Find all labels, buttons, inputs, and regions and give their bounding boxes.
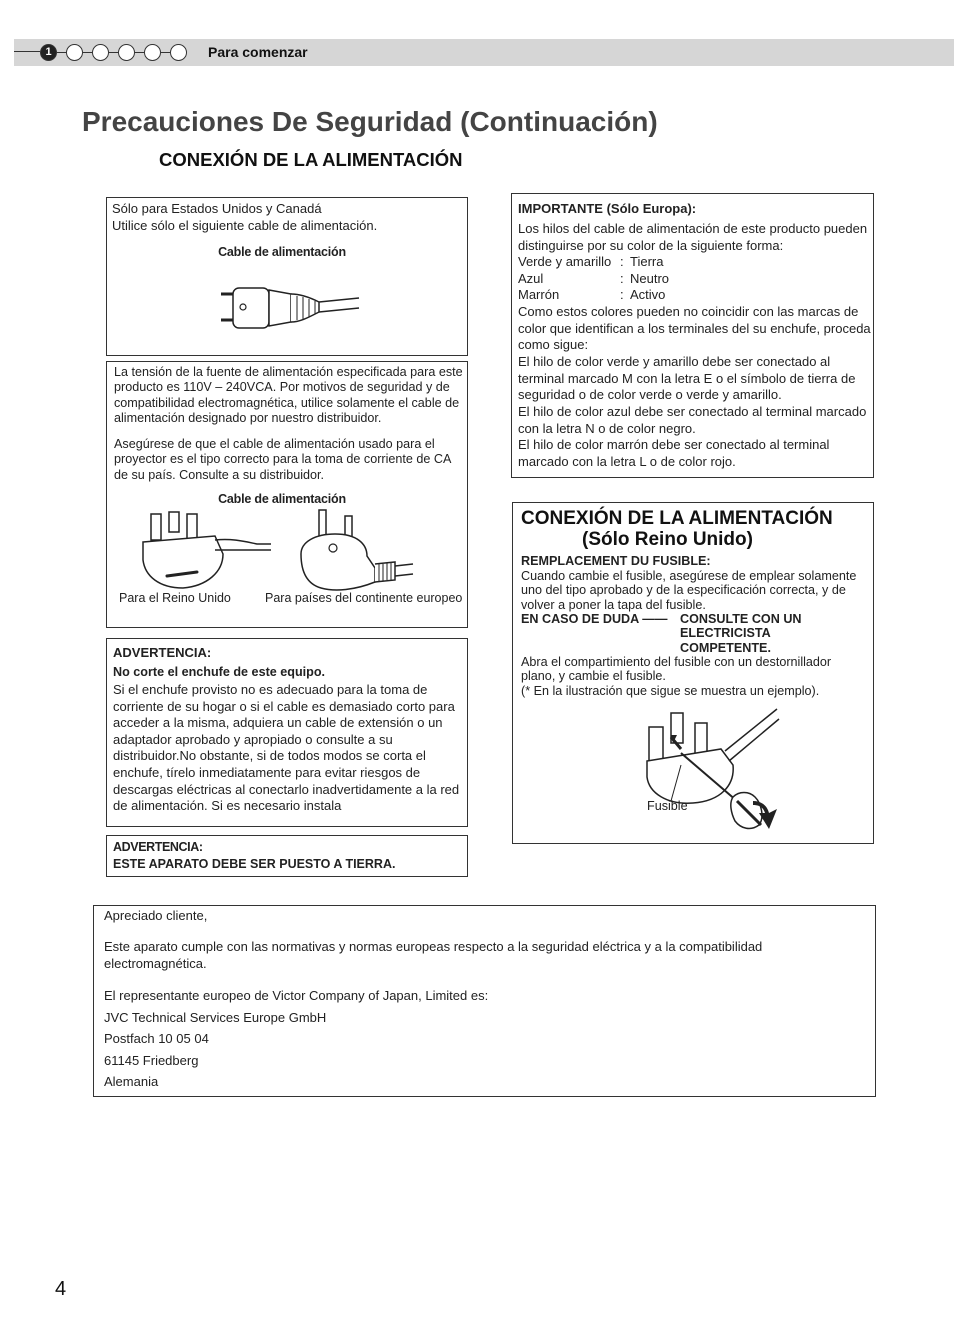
europe-title: IMPORTANTE (Sólo Europa): bbox=[518, 201, 697, 216]
warning-subtitle: No corte el enchufe de este equipo. bbox=[113, 665, 326, 679]
voltage-box bbox=[106, 361, 468, 628]
customer-greeting: Apreciado cliente, bbox=[104, 908, 208, 923]
voltage-text1: La tensión de la fuente de alimentación especificada para este producto es 110V – 240VCA. Por motivos de seguridad y de compatibilidad electromagnética, utilice solamente el cable de alimentación designado por nuestro distribuidor. bbox=[114, 365, 463, 426]
europe-box bbox=[511, 193, 874, 478]
step-connector bbox=[109, 52, 118, 53]
address-line-3: 61145 Friedberg bbox=[104, 1053, 199, 1068]
step-connector bbox=[135, 52, 144, 53]
warning-box bbox=[106, 638, 468, 827]
uk-caption: Para el Reino Unido bbox=[119, 591, 231, 605]
step-indicator bbox=[170, 44, 187, 61]
fuse-heading: CONEXIÓN DE LA ALIMENTACIÓN bbox=[521, 508, 833, 529]
usa-canada-box bbox=[106, 197, 468, 356]
customer-p1: Este aparato cumple con las normativas y normas europeas respecto a la seguridad eléctrica y a la compatibilidad electromagnética. bbox=[104, 939, 763, 971]
europe-p1: Como estos colores pueden no coincidir con las marcas de color que identifican a los terminales del su enchufe, proceda como sigue: bbox=[518, 304, 871, 353]
europe-p2: El hilo de color verde y amarillo debe ser conectado al terminal marcado M con la letra E o el símbolo de tierra de seguridad o de color verde o verde y amarillo. bbox=[518, 354, 856, 403]
address-line-2: Postfach 10 05 04 bbox=[104, 1031, 209, 1046]
step-connector bbox=[57, 52, 66, 53]
step-indicator bbox=[144, 44, 161, 61]
eu-caption: Para países del continente europeo bbox=[265, 591, 463, 605]
fuse-p1: Cuando cambie el fusible, asegúrese de emplear solamente uno del tipo aprobado y de la especificación correcta, y de volver a poner la tapa del fusible. bbox=[521, 569, 857, 612]
europe-intro: Los hilos del cable de alimentación de este producto pueden distinguirse por su color de la siguiente forma: bbox=[518, 221, 868, 253]
fuse-label: Fusible bbox=[647, 799, 688, 813]
ground-warning-box bbox=[106, 835, 468, 877]
fuse-p2: Abra el compartimiento del fusible con un destornillador plano, y cambie el fusible. bbox=[521, 655, 832, 684]
usa-line1: Sólo para Estados Unidos y Canadá bbox=[112, 201, 322, 216]
step-indicator-active: 1 bbox=[40, 44, 57, 61]
wire-row-brown: Marrón : Activo bbox=[518, 287, 666, 303]
us-plug-illustration bbox=[211, 280, 361, 336]
ground-warning-text: ESTE APARATO DEBE SER PUESTO A TIERRA. bbox=[113, 857, 396, 871]
page-number: 4 bbox=[55, 1278, 67, 1300]
voltage-text2: Asegúrese de que el cable de alimentación usado para el proyector es el tipo correcto para la toma de corriente de CA de su país. Consulte a su distribuidor. bbox=[114, 437, 451, 482]
fuse-replacement-illustration bbox=[641, 705, 791, 835]
page-title: Precauciones De Seguridad (Continuación) bbox=[82, 106, 658, 137]
europe-p4: El hilo de color marrón debe ser conectado al terminal marcado con la letra L o de color rojo. bbox=[518, 437, 830, 469]
customer-notice-box bbox=[93, 905, 876, 1097]
section-subtitle: CONEXIÓN DE LA ALIMENTACIÓN bbox=[159, 149, 463, 170]
wire-row-blue: Azul : Neutro bbox=[518, 270, 670, 286]
eu-plug-illustration bbox=[295, 508, 415, 594]
uk-plug-illustration bbox=[137, 510, 277, 590]
step-connector bbox=[83, 52, 92, 53]
wire-color-table bbox=[518, 254, 873, 304]
address-line-1: JVC Technical Services Europe GmbH bbox=[104, 1010, 327, 1025]
usa-cable-label: Cable de alimentación bbox=[218, 245, 346, 259]
header-rule bbox=[14, 51, 40, 52]
fuse-subhead: REMPLACEMENT DU FUSIBLE: bbox=[521, 554, 711, 568]
fuse-doubt-label: EN CASO DE DUDA —— bbox=[521, 612, 668, 626]
warning-title: ADVERTENCIA: bbox=[113, 645, 212, 660]
step-indicator bbox=[92, 44, 109, 61]
ground-warning-title: ADVERTENCIA: bbox=[113, 840, 203, 854]
fuse-doubt-text: CONSULTE CON UN ELECTRICISTA COMPETENTE. bbox=[680, 612, 802, 655]
europe-p3: El hilo de color azul debe ser conectado al terminal marcado con la letra N o de color negro. bbox=[518, 404, 867, 436]
step-indicator bbox=[118, 44, 135, 61]
usa-line2: Utilice sólo el siguiente cable de alimentación. bbox=[112, 218, 378, 233]
voltage-cable-label: Cable de alimentación bbox=[218, 492, 346, 506]
customer-p2: El representante europeo de Victor Company of Japan, Limited es: bbox=[104, 988, 489, 1003]
uk-fuse-box bbox=[512, 502, 874, 844]
section-name: Para comenzar bbox=[208, 44, 308, 60]
step-indicator bbox=[66, 44, 83, 61]
step-connector bbox=[161, 52, 170, 53]
warning-text: Si el enchufe provisto no es adecuado para la toma de corriente de su hogar o si el cable es demasiado corto para acceder a la misma, adquiera un cable de extensión o un adaptador aprobado y apropiado o consulte a su distribuidor.No obstante, si de todos modos se corta el enchufe, tírelo inmediatamente para evitar riesgos de descargas eléctricas al conectarlo inadvertidamente a la red de alimentación. Si es necesario instala bbox=[113, 682, 460, 814]
address-line-4: Alemania bbox=[104, 1074, 159, 1089]
fuse-heading-region: (Sólo Reino Unido) bbox=[582, 529, 753, 550]
fuse-p3: (* En la ilustración que sigue se muestra un ejemplo). bbox=[521, 684, 820, 698]
wire-row-green-yellow: Verde y amarillo : Tierra bbox=[518, 254, 664, 269]
